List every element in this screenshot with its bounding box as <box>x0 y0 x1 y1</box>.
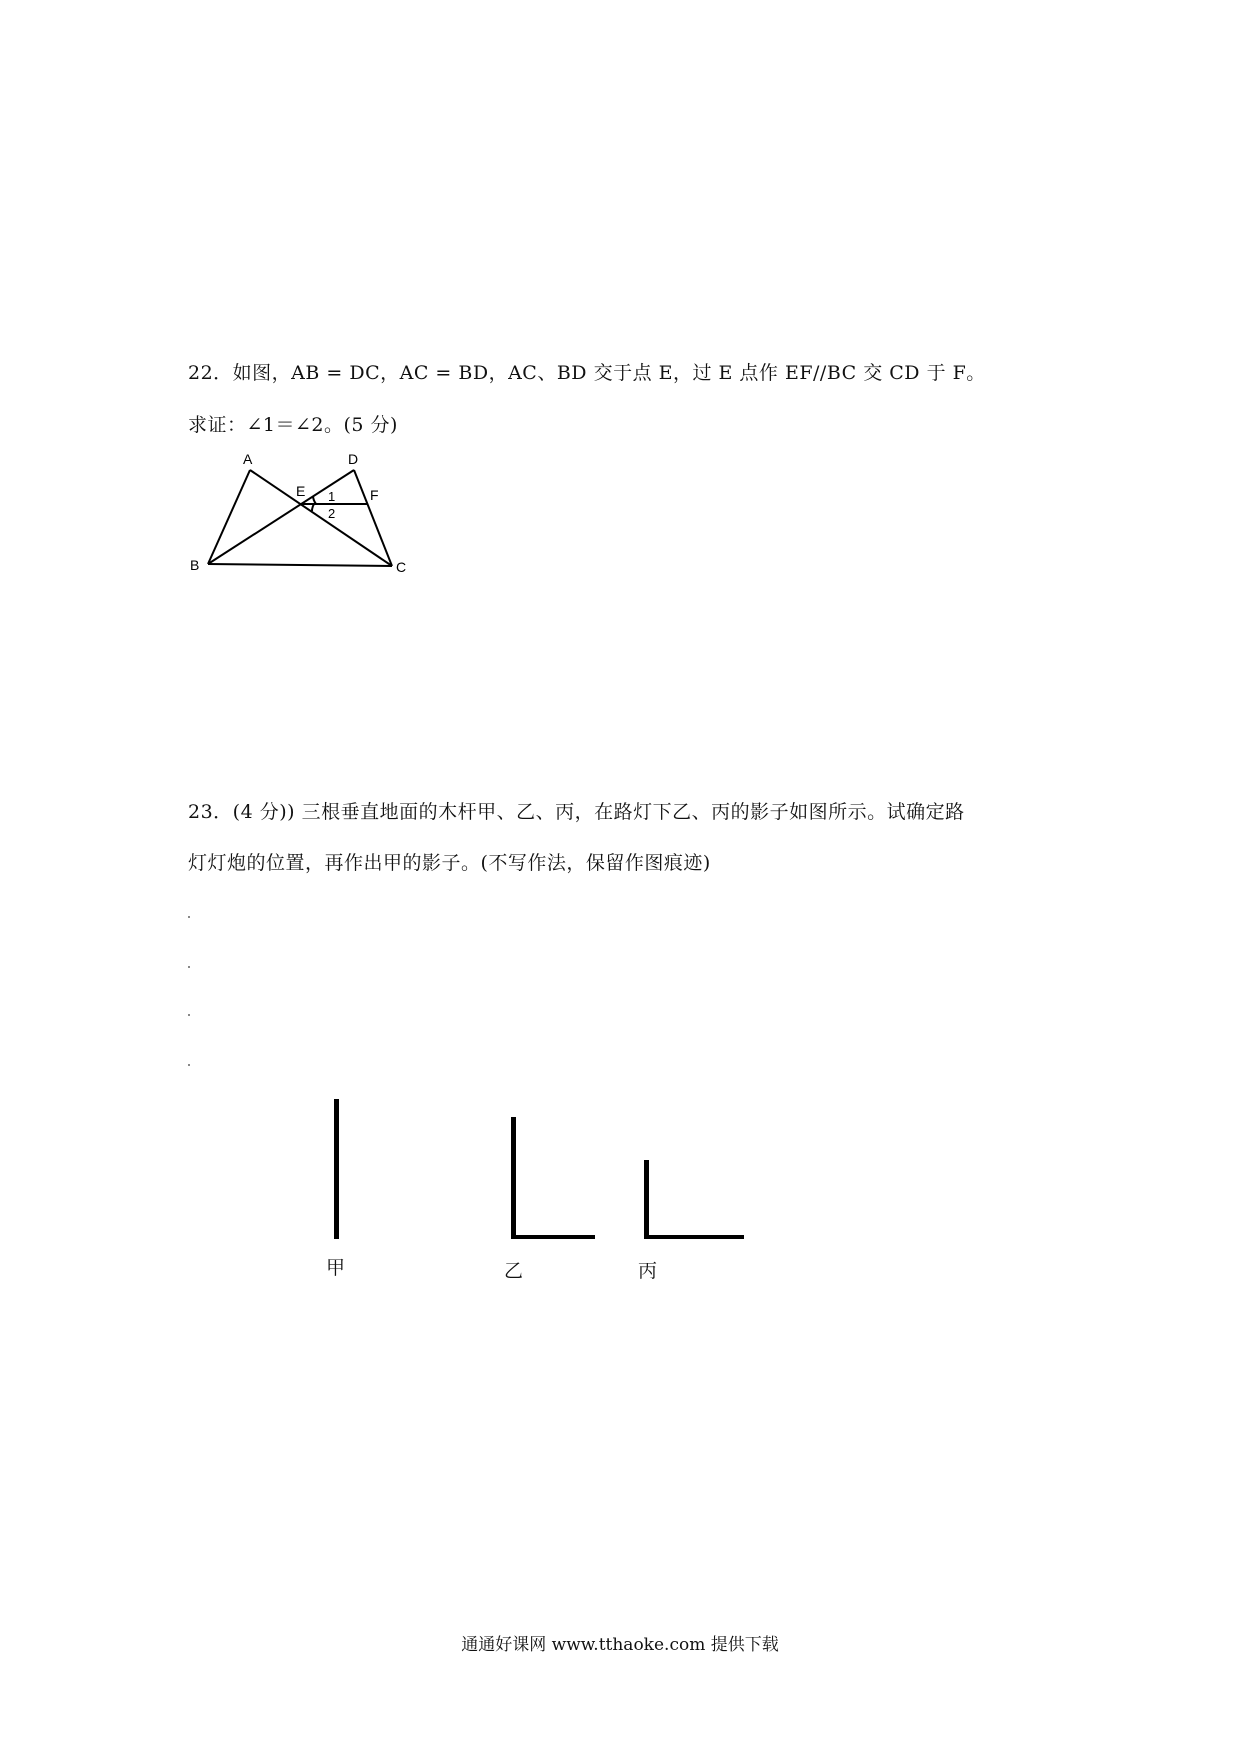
stray-dot <box>188 966 190 968</box>
question-23-text: 23．(4 分)) 三根垂直地面的木杆甲、乙、丙，在路灯下乙、丙的影子如图所示。试确定路 <box>188 801 965 823</box>
stray-dot <box>188 1014 190 1016</box>
angle-1-arc <box>313 496 316 504</box>
stray-dot <box>188 916 190 918</box>
question-23-figure <box>320 1085 760 1300</box>
footer-text: 通通好课网 www.tthaoke.com 提供下载 <box>461 1635 779 1655</box>
question-23-text-continued: 灯灯炮的位置，再作出甲的影子。(不写作法，保留作图痕迹) <box>188 852 711 874</box>
point-label-c: C <box>396 559 407 575</box>
segment-bc <box>208 564 392 566</box>
pole-label-yi: 乙 <box>504 1260 524 1282</box>
segment-ac <box>250 470 392 566</box>
question-22-proof-statement: 求证：∠1＝∠2。(5 分) <box>188 414 398 436</box>
question-22-figure <box>180 448 430 583</box>
shadow-bing <box>644 1235 744 1239</box>
point-label-e: E <box>296 483 306 499</box>
point-label-b: B <box>190 557 200 573</box>
pole-bing <box>644 1160 649 1239</box>
angle-2-arc <box>312 504 314 511</box>
segment-dc <box>354 470 392 566</box>
pole-label-jia: 甲 <box>326 1257 346 1279</box>
pole-label-bing: 丙 <box>638 1260 658 1282</box>
pole-yi <box>511 1117 516 1239</box>
angle-label-1: 1 <box>328 489 336 504</box>
point-label-f: F <box>370 487 379 503</box>
shadow-yi <box>511 1235 595 1239</box>
angle-label-2: 2 <box>328 506 336 521</box>
question-22-text: 22．如图，AB = DC，AC = BD，AC、BD 交于点 E，过 E 点作 EF//BC 交 CD 于 F。 <box>188 362 986 384</box>
point-label-d: D <box>348 451 359 467</box>
pole-jia <box>334 1099 339 1239</box>
point-label-a: A <box>243 451 253 467</box>
stray-dot <box>188 1064 190 1066</box>
